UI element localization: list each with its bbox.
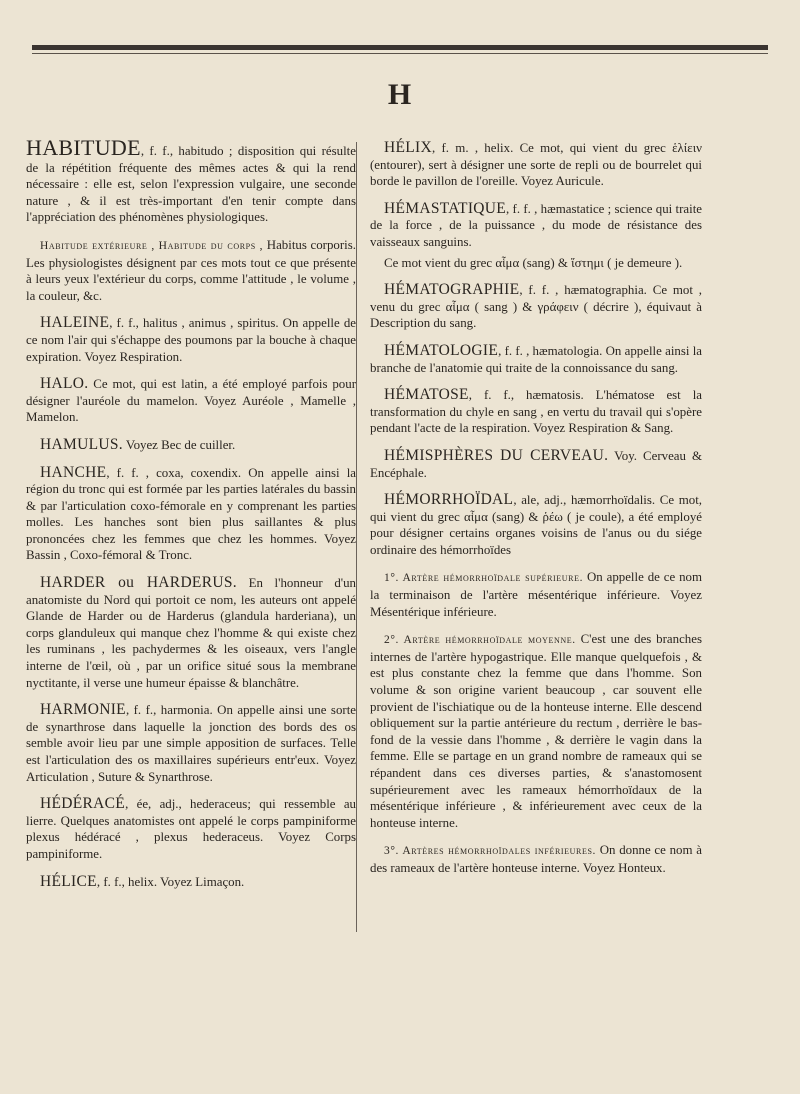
- entry-hemastatique-etymology: [370, 255, 702, 272]
- entry-headword: HANCHE: [40, 463, 107, 481]
- entry-headword: HÉMATOSE: [384, 386, 469, 404]
- entry-headword: HARDER ou HARDERUS.: [40, 574, 237, 592]
- entry-text: On donne ce nom à des rameaux de l'artère honteuse interne. Voyez Honteux.: [370, 843, 702, 875]
- entry-text: On appelle de ce nom la terminaison de l'artère mésentérique inférieure. Voyez Mésentérique inférieure.: [370, 570, 702, 619]
- entry-artere-superieure: [370, 569, 702, 620]
- entry-text: Voy. Cerveau & Encéphale.: [370, 448, 702, 480]
- entry-headword: HÉMASTATIQUE: [384, 199, 507, 217]
- left-column: [26, 135, 356, 901]
- entry-headword: HABITUDE: [26, 135, 141, 160]
- entry-text: Voyez Bec de cuiller.: [125, 437, 236, 452]
- entry-headword: 2°. Artère hémorrhoïdale moyenne.: [384, 634, 576, 647]
- entry-headword: 3°. Artères hémorrhoïdales inférieures.: [384, 845, 596, 858]
- entry-headword: HÉMATOGRAPHIE: [384, 281, 520, 299]
- entry-headword: HALO.: [40, 375, 89, 393]
- entry-hematologie: [370, 343, 702, 376]
- entry-text: , f. f., halitus , animus , spiritus. On appelle de ce nom l'air qui s'échappe des poumons par la bouche à chaque expiration. Voyez Respiration.: [26, 316, 356, 364]
- entry-headword: HARMONIE: [40, 701, 126, 719]
- entry-text: Ce mot, qui est latin, a été employé parfois pour désigner l'auréole du mamelon. Voyez Auréole , Mamelle , Mamelon.: [26, 377, 356, 425]
- entry-text: , ée, adj., hederaceus; qui ressemble au lierre. Quelques anatomistes ont appelé le corps pampiniforme plexus hédéracé , plexus hederaceus. Voyez Corps pampiniforme.: [26, 797, 356, 861]
- entry-haleine: [26, 315, 356, 365]
- entry-headword: HAMULUS.: [40, 435, 123, 453]
- section-letter: H: [387, 78, 413, 111]
- entry-hanche: [26, 465, 356, 565]
- entry-text: , f. f. , coxa, coxendix. On appelle ainsi la région du tronc qui est formée par les parties latérales du bassin & par l'articulation coxo-fémorale en y comprenant les parties molles. Les hanches sont bien plus saillantes & plus prononcées chez les femmes que chez les hommes. Voyez Bassin , Coxo-fémoral & Tronc.: [26, 465, 356, 563]
- entry-hamulus: [26, 437, 356, 454]
- entry-text: Habitus corporis. Les physiologistes désignent par ces mots tout ce que présente à leurs yeux l'extérieur du corps, comme l'attitude , le volume , la couleur, &c.: [26, 237, 356, 303]
- entry-headword: 1°. Artère hémorrhoïdale supérieure.: [384, 572, 584, 585]
- top-rule: [32, 45, 768, 50]
- entry-text: , f. f. , hæmatographia. Ce mot , venu du grec αἷμα ( sang ) & γράφειν ( décrire ), équivaut à Description du sang.: [370, 283, 702, 331]
- right-column: [370, 140, 702, 888]
- top-rule-thin: [32, 53, 768, 54]
- entry-halo: [26, 376, 356, 426]
- entry-hemorrhoidal: [370, 492, 702, 558]
- entry-hematographie: [370, 282, 702, 332]
- entry-text: , f. m. , helix. Ce mot, qui vient du grec ἑλίειν (entourer), sert à désigner une sorte de repli ou de bourrelet qui borde le pavillon de l'oreille. Voyez Auricule.: [370, 141, 702, 189]
- entry-harmonie: [26, 702, 356, 785]
- entry-text: , ale, adj., hæmorrhoïdalis. Ce mot, qui vient du grec αἷμα (sang) & ῥέω ( je coule), a été employé pour désigner certains organes voisins de l'anus ou du siége ordinaire des hémorrhoïdes: [370, 493, 702, 557]
- entry-helix: [370, 140, 702, 190]
- entry-artere-moyenne: [370, 631, 702, 831]
- entry-text: , f. f. , hæmastatice ; science qui traite de la force , de la puissance , du mode de résistance des vaisseaux sanguins.: [370, 201, 702, 249]
- entry-headword: HÉMORRHOÏDAL: [384, 491, 514, 509]
- entry-helice: [26, 874, 356, 891]
- entry-hemispheres: [370, 448, 702, 481]
- entry-text: C'est une des branches internes de l'artère hypogastrique. Elle manque quelquefois , & est plus constante chez la femme que dans l'homme. Son volume & son origine varient beaucoup , car souvent elle provient de l'ischiatique ou de la honteuse interne. Elle descend obliquement sur la partie antérieure du rectum , derrière le bas-fond de la vessie dans l'homme , & derrière le vagin dans la femme. Elle se partage en un grand nombre de rameaux qui se répandent dans ces diverses parties, & s'anastomosent supérieurement avec les rameaux hémorrhoïdaux de la mésentérique inférieure , & inférieurement avec ceux de la honteuse interne.: [370, 632, 702, 830]
- entry-headword: Habitude extérieure , Habitude du corps ,: [40, 239, 264, 252]
- entry-headword: HÉMATOLOGIE: [384, 341, 499, 359]
- entry-habitude: [26, 135, 356, 226]
- entry-headword: HÉDÉRACÉ: [40, 795, 126, 813]
- entry-habitude-exterieure: [26, 237, 356, 304]
- column-divider: [356, 142, 357, 932]
- entry-headword: HÉLICE: [40, 872, 97, 890]
- entry-hemastatique: [370, 201, 702, 251]
- entry-hematose: [370, 387, 702, 437]
- entry-text: , f. f. , hæmatologia. On appelle ainsi la branche de l'anatomie qui traite de la connoissance du sang.: [370, 343, 702, 375]
- entry-hederace: [26, 796, 356, 862]
- entry-headword: HALEINE: [40, 314, 110, 332]
- entry-headword: HÉLIX: [384, 139, 432, 156]
- entry-text: , f. f., habitudo ; disposition qui résulte de la répétition fréquente des mêmes actes & qui la rend nécessaire : elle est, selon l'expression vulgaire, une seconde nature , & il est très-important d'en tenir compte dans l'appréciation des phénomènes physiologiques.: [26, 144, 356, 225]
- entry-headword: HÉMISPHÈRES DU CERVEAU.: [384, 446, 609, 464]
- entry-text: , f. f., harmonia. On appelle ainsi une sorte de synarthrose dans laquelle la jonction des bords des os semble avoir lieu par une simple apposition de surfaces. Telle est l'articulation des os maxillaires supérieurs entr'eux. Voyez Articulation , Suture & Synarthrose.: [26, 703, 356, 784]
- entry-harder: [26, 575, 356, 691]
- entry-text: Ce mot vient du grec αἷμα (sang) & ἵστημι ( je demeure ).: [384, 255, 683, 270]
- entry-arteres-inferieures: [370, 842, 702, 876]
- entry-text: , f. f., hæmatosis. L'hématose est la transformation du chyle en sang , en vertu du travail qui s'opère pendant l'acte de la respiration. Voyez Respiration & Sang.: [370, 388, 702, 436]
- entry-text: , f. f., helix. Voyez Limaçon.: [96, 874, 245, 889]
- entry-text: En l'honneur d'un anatomiste du Nord qui portoit ce nom, les auteurs ont appelé Glande de Harder ou de Harderus (glandula harderiana), un corps glanduleux qui manque chez l'homme & qui existe chez les ruminans , les pachydermes & les oiseaux, vers l'angle interne de l'œil, où , par un orifice situé sous la membrane nyctitante, il verse une humeur épaisse & blanchâtre.: [26, 576, 356, 690]
